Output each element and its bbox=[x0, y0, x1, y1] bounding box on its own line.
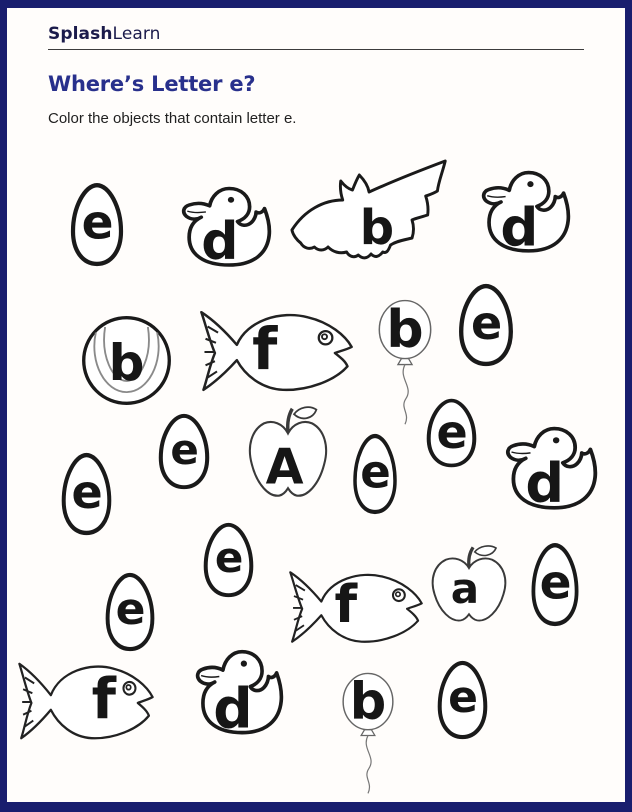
object-letter: b bbox=[349, 672, 387, 732]
object-letter: f bbox=[91, 667, 116, 733]
object-letter: e bbox=[81, 195, 114, 251]
object-letter: A bbox=[265, 438, 304, 496]
object-letter: e bbox=[71, 465, 103, 520]
logo-text-light: Learn bbox=[112, 24, 161, 44]
object-duck[interactable] bbox=[178, 185, 271, 272]
object-letter: d bbox=[500, 197, 539, 259]
object-balloon[interactable] bbox=[338, 671, 398, 795]
object-egg[interactable] bbox=[58, 452, 115, 536]
object-ball[interactable] bbox=[80, 314, 173, 407]
object-letter: e bbox=[115, 584, 146, 636]
object-egg[interactable] bbox=[423, 398, 480, 468]
object-letter: e bbox=[436, 404, 468, 459]
instruction-text: Color the objects that contain letter e. bbox=[48, 110, 297, 127]
object-egg[interactable] bbox=[455, 283, 517, 367]
object-letter: d bbox=[201, 212, 239, 273]
object-egg[interactable] bbox=[528, 542, 582, 627]
object-letter: e bbox=[448, 672, 478, 724]
object-letter: e bbox=[539, 555, 572, 611]
object-letter: b bbox=[108, 334, 145, 393]
object-egg[interactable] bbox=[200, 522, 257, 598]
object-letter: e bbox=[471, 296, 503, 351]
object-letter: e bbox=[214, 533, 244, 583]
object-duck[interactable] bbox=[192, 648, 283, 740]
object-duck[interactable] bbox=[478, 169, 570, 258]
object-bat[interactable] bbox=[289, 158, 455, 264]
object-letter: d bbox=[213, 676, 253, 741]
logo-text-bold: Splash bbox=[48, 24, 113, 44]
object-apple[interactable] bbox=[428, 545, 510, 625]
object-egg[interactable] bbox=[434, 660, 491, 740]
object-egg[interactable] bbox=[102, 572, 158, 652]
object-apple[interactable] bbox=[245, 406, 331, 501]
object-egg[interactable] bbox=[350, 433, 400, 515]
object-fish[interactable] bbox=[12, 656, 160, 746]
object-egg[interactable] bbox=[67, 182, 127, 267]
object-letter: a bbox=[450, 564, 480, 613]
object-duck[interactable] bbox=[502, 425, 597, 515]
object-letter: b bbox=[359, 199, 395, 256]
object-letter: d bbox=[525, 452, 565, 516]
fish-outline-icon bbox=[12, 656, 160, 746]
object-letter: e bbox=[360, 445, 391, 499]
object-letter: f bbox=[334, 575, 358, 636]
object-letter: e bbox=[170, 424, 199, 474]
object-letter: f bbox=[252, 315, 278, 384]
object-egg[interactable] bbox=[155, 413, 213, 490]
page-title: Where’s Letter e? bbox=[48, 72, 256, 96]
object-fish[interactable] bbox=[193, 304, 360, 398]
object-fish[interactable] bbox=[283, 565, 429, 649]
object-letter: b bbox=[386, 300, 424, 360]
